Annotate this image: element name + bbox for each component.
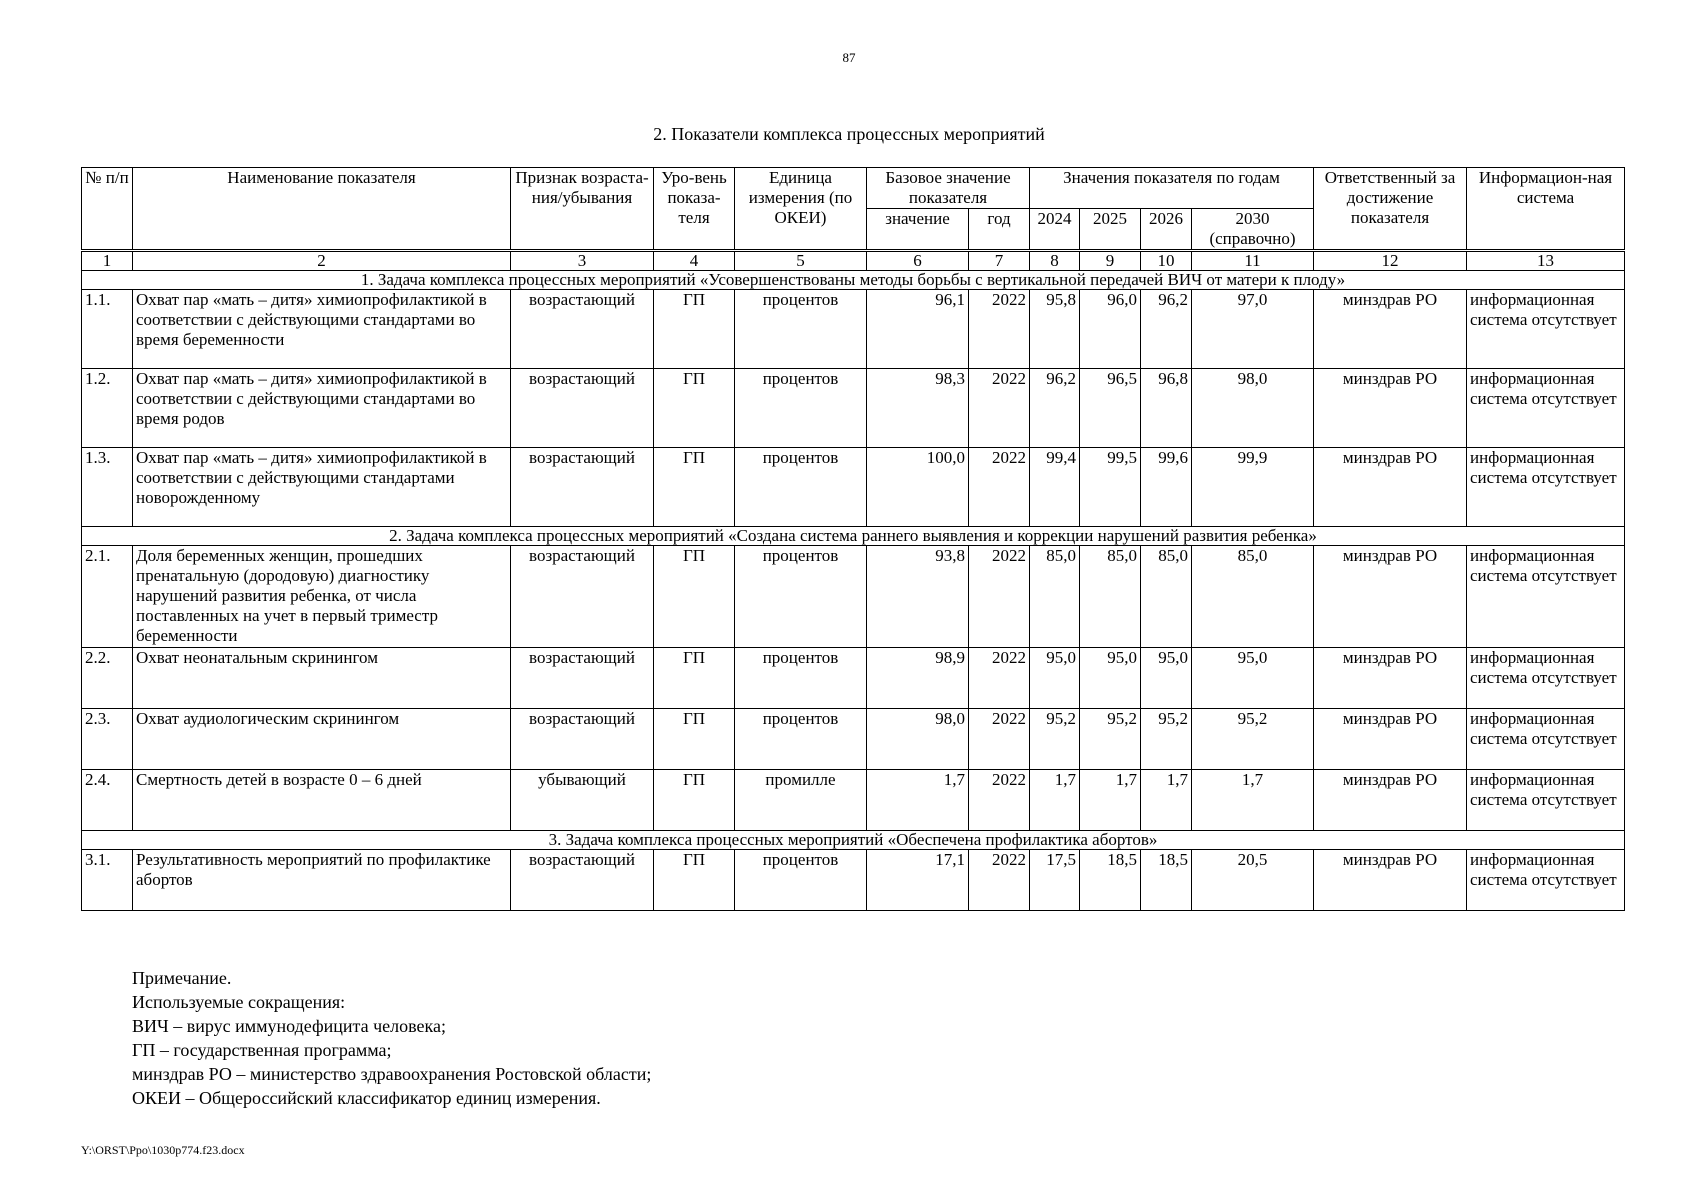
base-year: 2022: [969, 770, 1030, 831]
table-row: [82, 369, 1625, 448]
table-row: [82, 648, 1625, 709]
base-value: 93,8: [867, 546, 969, 648]
row-number: 1.2.: [82, 369, 133, 448]
indicator-level: ГП: [654, 448, 735, 527]
value-2024: 95,8: [1030, 290, 1080, 369]
task-title: 2. Задача комплекса процессных мероприятий «Создана система раннего выявления и коррекции нарушений развития ребенка»: [82, 527, 1625, 546]
column-number: 10: [1141, 251, 1192, 271]
indicator-unit: процентов: [735, 709, 867, 770]
indicator-unit: процентов: [735, 369, 867, 448]
header-sign: Признак возраста-ния/убывания: [511, 168, 654, 251]
indicator-level: ГП: [654, 290, 735, 369]
indicator-name: Доля беременных женщин, прошедших пренатальную (дородовую) диагностику нарушений развития ребенка, от числа поставленных на учет в первый триместр беременности: [133, 546, 511, 648]
value-2030: 1,7: [1192, 770, 1314, 831]
column-number: 3: [511, 251, 654, 271]
row-number: 2.1.: [82, 546, 133, 648]
indicator-unit: процентов: [735, 290, 867, 369]
info-system: информационная система отсутствует: [1467, 290, 1625, 369]
info-system: информационная система отсутствует: [1467, 546, 1625, 648]
value-2030: 98,0: [1192, 369, 1314, 448]
header-base-year: год: [969, 209, 1030, 251]
responsible: минздрав РО: [1314, 369, 1467, 448]
value-2026: 96,2: [1141, 290, 1192, 369]
indicator-name: Охват пар «мать – дитя» химиопрофилактикой в соответствии с действующими стандартами во время беременности: [133, 290, 511, 369]
table-title: 2. Показатели комплекса процессных мероприятий: [653, 124, 1045, 144]
header-2025: 2025: [1080, 209, 1141, 251]
value-2030: 99,9: [1192, 448, 1314, 527]
indicator-level: ГП: [654, 369, 735, 448]
responsible: минздрав РО: [1314, 648, 1467, 709]
base-year: 2022: [969, 290, 1030, 369]
indicator-name: Охват пар «мать – дитя» химиопрофилактикой в соответствии с действующими стандартами во время родов: [133, 369, 511, 448]
note-line: ГП – государственная программа;: [132, 1040, 392, 1060]
header-years: Значения показателя по годам: [1030, 168, 1314, 209]
value-2025: 1,7: [1080, 770, 1141, 831]
header-info-system: Информацион-ная система: [1467, 168, 1625, 251]
responsible: минздрав РО: [1314, 290, 1467, 369]
base-value: 96,1: [867, 290, 969, 369]
base-year: 2022: [969, 850, 1030, 911]
base-value: 1,7: [867, 770, 969, 831]
responsible: минздрав РО: [1314, 770, 1467, 831]
header-row: [82, 168, 1625, 209]
table-row: [82, 546, 1625, 648]
responsible: минздрав РО: [1314, 709, 1467, 770]
value-2026: 18,5: [1141, 850, 1192, 911]
indicator-name: Результативность мероприятий по профилактике абортов: [133, 850, 511, 911]
column-number: 4: [654, 251, 735, 271]
value-2025: 95,2: [1080, 709, 1141, 770]
info-system: информационная система отсутствует: [1467, 448, 1625, 527]
base-year: 2022: [969, 369, 1030, 448]
indicator-name: Охват аудиологическим скринингом: [133, 709, 511, 770]
column-number: 1: [82, 251, 133, 271]
value-2025: 96,5: [1080, 369, 1141, 448]
column-number-row: [82, 251, 1625, 271]
indicator-sign: возрастающий: [511, 850, 654, 911]
value-2025: 85,0: [1080, 546, 1141, 648]
value-2024: 96,2: [1030, 369, 1080, 448]
task-row: [82, 831, 1625, 850]
note-line: Используемые сокращения:: [132, 992, 346, 1012]
value-2024: 85,0: [1030, 546, 1080, 648]
indicator-level: ГП: [654, 648, 735, 709]
indicator-sign: возрастающий: [511, 546, 654, 648]
header-no: № п/п: [82, 168, 133, 251]
value-2024: 1,7: [1030, 770, 1080, 831]
header-unit: Единица измерения (по ОКЕИ): [735, 168, 867, 251]
indicator-level: ГП: [654, 709, 735, 770]
indicator-name: Охват пар «мать – дитя» химиопрофилактикой в соответствии с действующими стандартами новорожденному: [133, 448, 511, 527]
responsible: минздрав РО: [1314, 448, 1467, 527]
indicator-unit: процентов: [735, 546, 867, 648]
row-number: 2.3.: [82, 709, 133, 770]
base-value: 98,9: [867, 648, 969, 709]
note-line: минздрав РО – министерство здравоохранения Ростовской области;: [132, 1064, 652, 1084]
column-number: 9: [1080, 251, 1141, 271]
row-number: 2.4.: [82, 770, 133, 831]
value-2026: 85,0: [1141, 546, 1192, 648]
info-system: информационная система отсутствует: [1467, 709, 1625, 770]
info-system: информационная система отсутствует: [1467, 648, 1625, 709]
base-year: 2022: [969, 448, 1030, 527]
base-value: 98,0: [867, 709, 969, 770]
value-2024: 95,0: [1030, 648, 1080, 709]
table-row: [82, 770, 1625, 831]
value-2030: 85,0: [1192, 546, 1314, 648]
indicator-unit: промилле: [735, 770, 867, 831]
value-2030: 20,5: [1192, 850, 1314, 911]
table-row: [82, 448, 1625, 527]
responsible: минздрав РО: [1314, 546, 1467, 648]
file-path: Y:\ORST\Ppo\1030p774.f23.docx: [81, 1143, 245, 1157]
row-number: 1.1.: [82, 290, 133, 369]
value-2026: 96,8: [1141, 369, 1192, 448]
indicator-sign: возрастающий: [511, 290, 654, 369]
base-value: 98,3: [867, 369, 969, 448]
info-system: информационная система отсутствует: [1467, 850, 1625, 911]
header-2030: 2030 (справочно): [1192, 209, 1314, 251]
base-year: 2022: [969, 546, 1030, 648]
value-2026: 95,2: [1141, 709, 1192, 770]
column-number: 13: [1467, 251, 1625, 271]
indicator-unit: процентов: [735, 850, 867, 911]
indicators-table: [81, 167, 1625, 911]
value-2025: 99,5: [1080, 448, 1141, 527]
column-number: 5: [735, 251, 867, 271]
note-line: ВИЧ – вирус иммунодефицита человека;: [132, 1016, 446, 1036]
value-2024: 17,5: [1030, 850, 1080, 911]
value-2025: 18,5: [1080, 850, 1141, 911]
indicator-level: ГП: [654, 850, 735, 911]
page-number: 87: [842, 50, 856, 65]
header-2024: 2024: [1030, 209, 1080, 251]
value-2026: 1,7: [1141, 770, 1192, 831]
indicator-name: Охват неонатальным скринингом: [133, 648, 511, 709]
value-2030: 97,0: [1192, 290, 1314, 369]
table-row: [82, 290, 1625, 369]
task-title: 3. Задача комплекса процессных мероприятий «Обеспечена профилактика абортов»: [82, 831, 1625, 850]
base-value: 17,1: [867, 850, 969, 911]
header-level: Уро-вень показа-теля: [654, 168, 735, 251]
indicator-sign: возрастающий: [511, 448, 654, 527]
indicator-sign: убывающий: [511, 770, 654, 831]
base-year: 2022: [969, 648, 1030, 709]
header-base-value: значение: [867, 209, 969, 251]
column-number: 2: [133, 251, 511, 271]
indicator-unit: процентов: [735, 448, 867, 527]
header-name: Наименование показателя: [133, 168, 511, 251]
value-2030: 95,2: [1192, 709, 1314, 770]
column-number: 6: [867, 251, 969, 271]
column-number: 8: [1030, 251, 1080, 271]
base-year: 2022: [969, 709, 1030, 770]
info-system: информационная система отсутствует: [1467, 369, 1625, 448]
header-2026: 2026: [1141, 209, 1192, 251]
row-number: 2.2.: [82, 648, 133, 709]
column-number: 7: [969, 251, 1030, 271]
indicator-sign: возрастающий: [511, 369, 654, 448]
value-2024: 95,2: [1030, 709, 1080, 770]
header-base: Базовое значение показателя: [867, 168, 1030, 209]
header-responsible: Ответственный за достижение показателя: [1314, 168, 1467, 251]
note-line: Примечание.: [132, 968, 232, 988]
task-title: 1. Задача комплекса процессных мероприятий «Усовершенствованы методы борьбы с вертикальной передачей ВИЧ от матери к плоду»: [82, 271, 1625, 290]
info-system: информационная система отсутствует: [1467, 770, 1625, 831]
value-2025: 96,0: [1080, 290, 1141, 369]
indicator-level: ГП: [654, 770, 735, 831]
notes: [132, 966, 651, 1110]
task-row: [82, 527, 1625, 546]
value-2024: 99,4: [1030, 448, 1080, 527]
value-2030: 95,0: [1192, 648, 1314, 709]
base-value: 100,0: [867, 448, 969, 527]
note-line: ОКЕИ – Общероссийский классификатор единиц измерения.: [132, 1088, 601, 1108]
row-number: 1.3.: [82, 448, 133, 527]
indicator-level: ГП: [654, 546, 735, 648]
value-2026: 99,6: [1141, 448, 1192, 527]
indicator-name: Смертность детей в возрасте 0 – 6 дней: [133, 770, 511, 831]
responsible: минздрав РО: [1314, 850, 1467, 911]
column-number: 11: [1192, 251, 1314, 271]
value-2026: 95,0: [1141, 648, 1192, 709]
table-row: [82, 850, 1625, 911]
column-number: 12: [1314, 251, 1467, 271]
task-row: [82, 271, 1625, 290]
row-number: 3.1.: [82, 850, 133, 911]
indicator-sign: возрастающий: [511, 709, 654, 770]
table-row: [82, 709, 1625, 770]
indicator-sign: возрастающий: [511, 648, 654, 709]
indicator-unit: процентов: [735, 648, 867, 709]
value-2025: 95,0: [1080, 648, 1141, 709]
